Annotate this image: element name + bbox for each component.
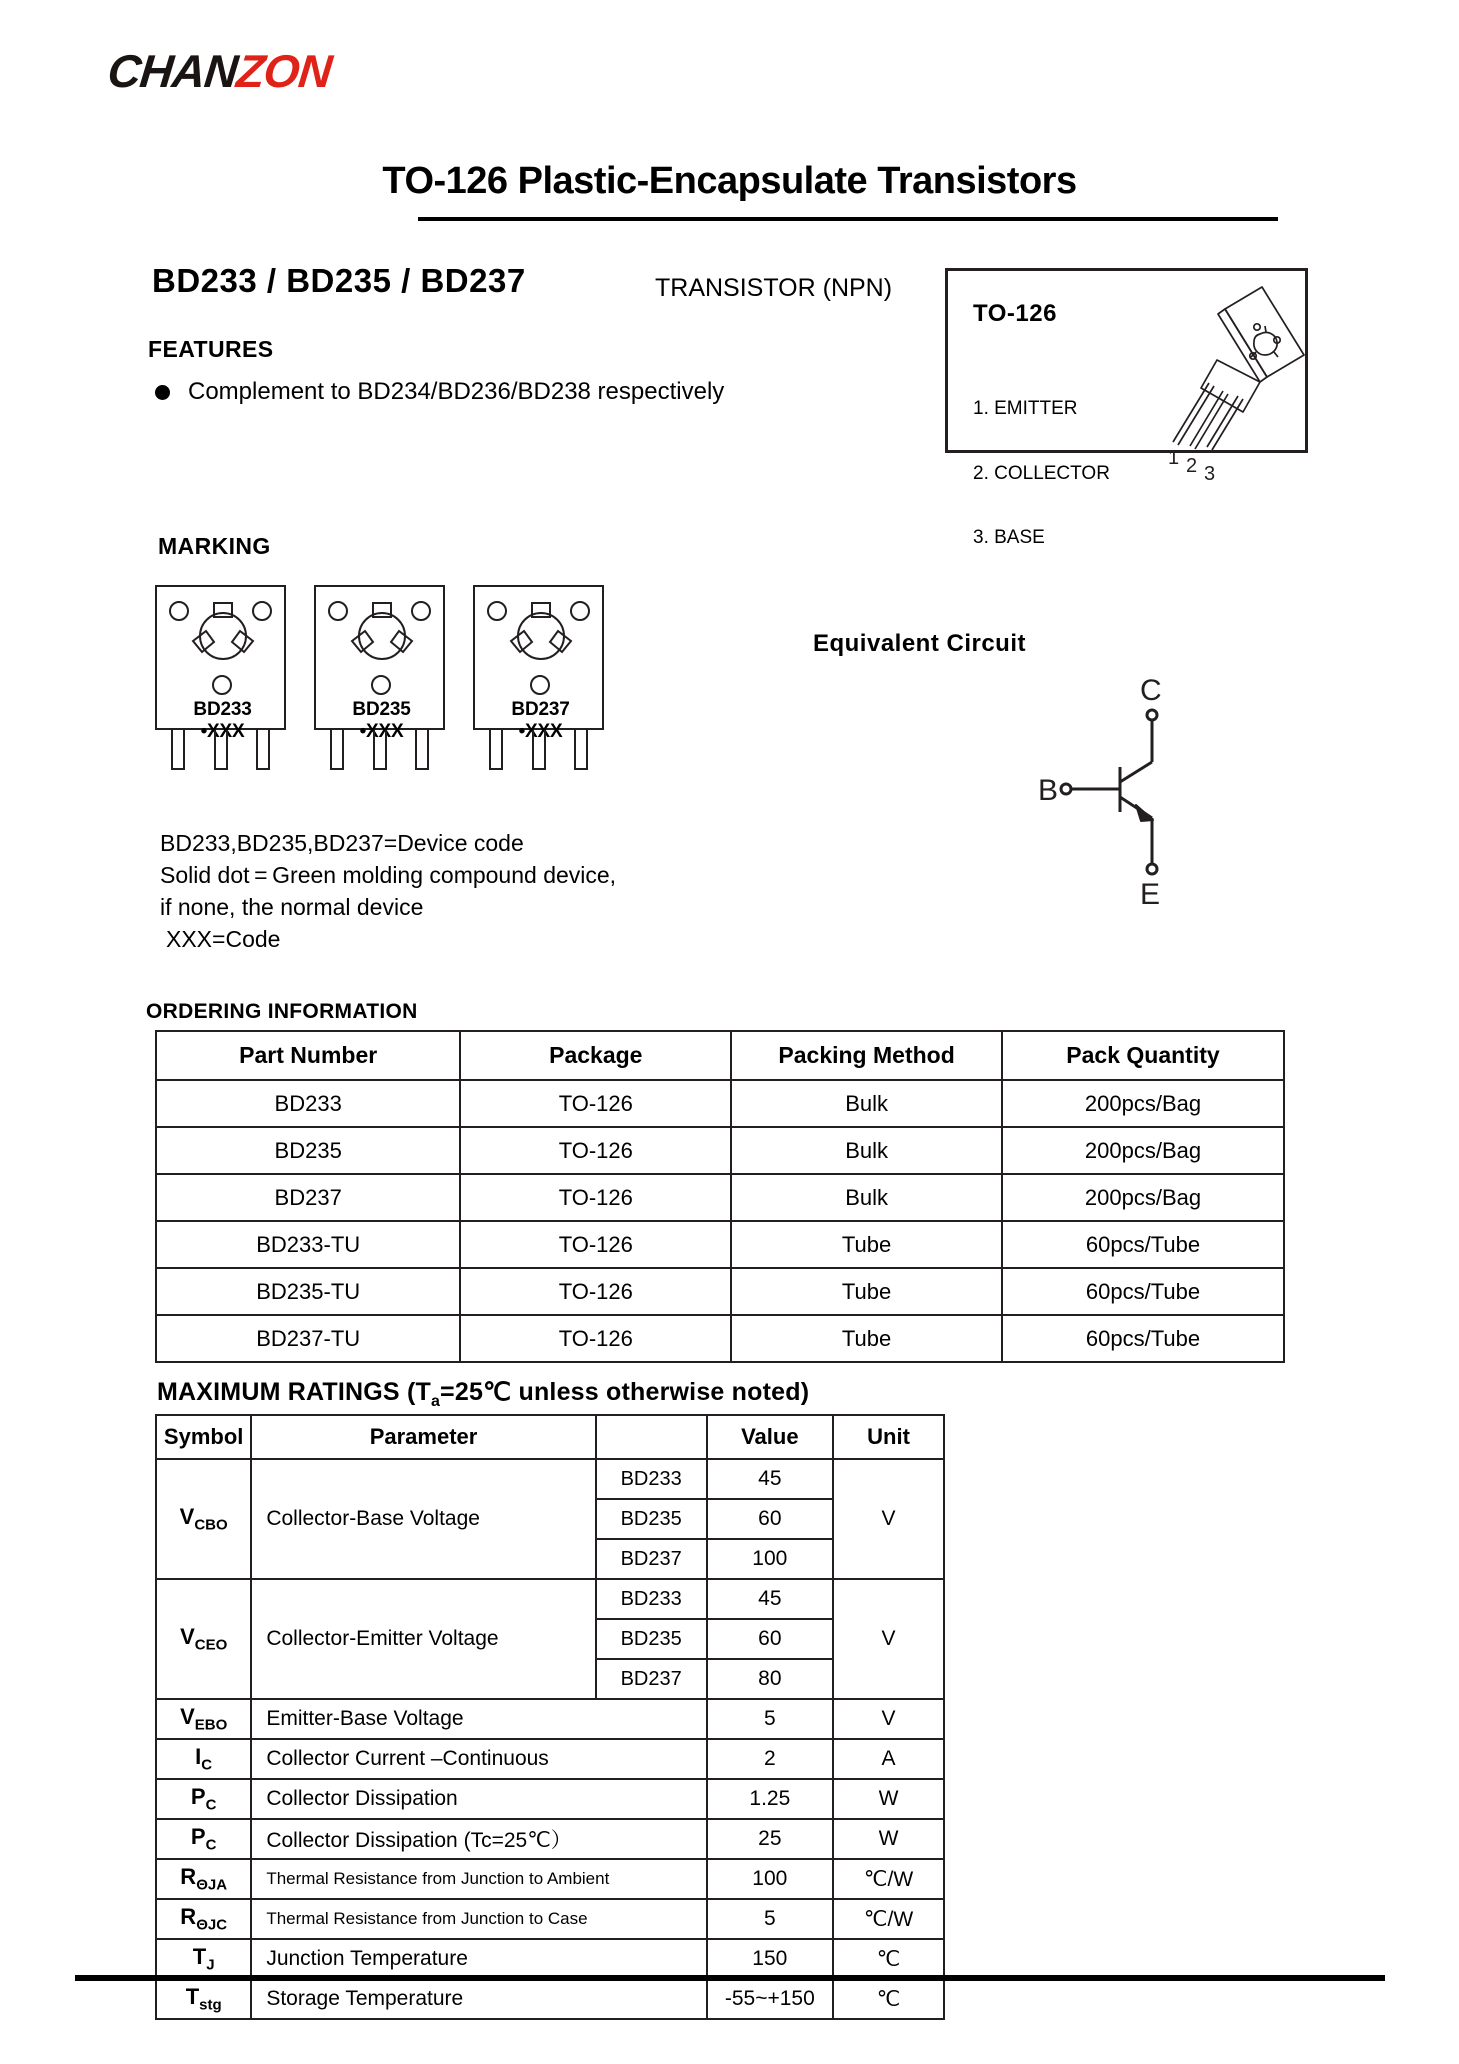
cell-pack-quantity: 60pcs/Tube — [1002, 1268, 1284, 1315]
part-type-label: TRANSISTOR (NPN) — [655, 274, 893, 302]
lead-pin — [373, 730, 387, 770]
cell-part-number: BD233 — [156, 1080, 460, 1127]
lead-pin — [532, 730, 546, 770]
table-row — [156, 1899, 944, 1939]
cell-parameter: Collector Current –Continuous — [251, 1739, 706, 1779]
column-header-pack-quantity: Pack Quantity — [1002, 1031, 1284, 1080]
terminal-label-emitter: E — [1140, 878, 1161, 911]
cell-part-number: BD237-TU — [156, 1315, 460, 1362]
cell-parameter: Thermal Resistance from Junction to Case — [251, 1899, 706, 1939]
table-row — [156, 1315, 1284, 1362]
pin-label-base: 3. BASE — [973, 527, 1045, 548]
cell-parameter: Collector Dissipation (Tc=25℃） — [251, 1819, 706, 1859]
features-heading: FEATURES — [148, 336, 274, 362]
cell-value: 60 — [707, 1499, 833, 1539]
cell-symbol — [156, 1859, 251, 1899]
marking-part-label: BD233 — [193, 699, 252, 720]
marking-code-label: •XXX — [359, 721, 404, 742]
cell-value: 80 — [707, 1659, 833, 1699]
marking-part-label: BD235 — [352, 699, 411, 720]
symbol-text: I — [195, 1744, 202, 1770]
cell-unit: V — [833, 1579, 944, 1699]
cell-value: 100 — [707, 1539, 833, 1579]
cell-unit: ℃ — [833, 1979, 944, 2019]
symbol-text: P — [190, 1824, 206, 1850]
column-header-unit: Unit — [833, 1415, 944, 1459]
lead-pin — [214, 730, 228, 770]
lead-number-1: 1 — [1168, 447, 1180, 469]
cell-unit: V — [833, 1699, 944, 1739]
cell-value: 45 — [707, 1579, 833, 1619]
marking-code-label: •XXX — [200, 721, 245, 742]
page-title: TO-126 Plastic-Encapsulate Transistors — [382, 160, 1077, 202]
table-row — [156, 1819, 944, 1859]
cell-parameter: Collector-Emitter Voltage — [251, 1579, 595, 1699]
ordering-information-table — [155, 1030, 1285, 1363]
cell-unit: A — [833, 1739, 944, 1779]
cell-parameter: Thermal Resistance from Junction to Ambient — [251, 1859, 706, 1899]
package-box-title: TO-126 — [973, 300, 1057, 327]
table-row — [156, 1127, 1284, 1174]
table-row — [156, 1579, 944, 1619]
cell-value: 25 — [707, 1819, 833, 1859]
symbol-text: R — [180, 1904, 197, 1930]
lead-pin — [256, 730, 270, 770]
lead-pin — [489, 730, 503, 770]
pin-label-emitter: 1. EMITTER — [973, 398, 1078, 419]
lead-pin — [415, 730, 429, 770]
lead-pin — [574, 730, 588, 770]
cell-symbol — [156, 1779, 251, 1819]
symbol-text: T — [192, 1944, 207, 1970]
cell-value: 5 — [707, 1899, 833, 1939]
cell-pack-quantity: 60pcs/Tube — [1002, 1221, 1284, 1268]
cell-value: -55~+150 — [707, 1979, 833, 2019]
symbol-subscript: ΘJC — [196, 1916, 228, 1934]
cell-package: TO-126 — [460, 1315, 731, 1362]
package-legs — [473, 730, 604, 770]
symbol-subscript: C — [201, 1756, 213, 1774]
logo-text-red: ZON — [234, 45, 334, 97]
cell-packing-method: Tube — [731, 1221, 1002, 1268]
equivalent-circuit-title: Equivalent Circuit — [812, 630, 1027, 657]
marking-package-bd233 — [155, 585, 288, 770]
column-header-package: Package — [460, 1031, 731, 1080]
maximum-ratings-heading — [157, 1377, 809, 1411]
cell-part-number: BD233-TU — [156, 1221, 460, 1268]
table-row — [156, 1221, 1284, 1268]
table-row — [156, 1699, 944, 1739]
column-header-packing-method: Packing Method — [731, 1031, 1002, 1080]
table-row — [156, 1779, 944, 1819]
pin-label-collector: 2. COLLECTOR — [973, 463, 1110, 484]
cell-pack-quantity: 200pcs/Bag — [1002, 1080, 1284, 1127]
symbol-subscript: ΘJA — [196, 1876, 228, 1894]
heading-subscript: a — [430, 1393, 441, 1410]
marking-package-bd235 — [314, 585, 447, 770]
cell-symbol — [156, 1979, 251, 2019]
cell-parameter: Junction Temperature — [251, 1939, 706, 1979]
cell-value: 5 — [707, 1699, 833, 1739]
symbol-subscript: J — [206, 1956, 215, 1974]
center-hole-icon — [212, 675, 232, 695]
symbol-text: V — [179, 1504, 195, 1530]
features-list — [155, 378, 724, 406]
cell-device: BD235 — [596, 1619, 707, 1659]
marking-note-line: BD233,BD235,BD237=Device code — [160, 830, 524, 856]
cell-pack-quantity: 200pcs/Bag — [1002, 1174, 1284, 1221]
cell-unit: ℃/W — [833, 1859, 944, 1899]
symbol-text: R — [180, 1864, 197, 1890]
symbol-subscript: C — [205, 1836, 217, 1854]
lead-number-2: 2 — [1186, 455, 1198, 477]
company-logo — [105, 45, 334, 97]
cell-package: TO-126 — [460, 1268, 731, 1315]
cell-parameter: Emitter-Base Voltage — [251, 1699, 706, 1739]
marking-packages-row — [155, 585, 606, 770]
lead-pin — [171, 730, 185, 770]
symbol-subscript: CEO — [194, 1636, 228, 1654]
marking-notes — [160, 827, 616, 955]
cell-value: 60 — [707, 1619, 833, 1659]
cell-symbol — [156, 1739, 251, 1779]
title-underline-rule — [418, 217, 1278, 221]
cell-device: BD233 — [596, 1579, 707, 1619]
to126-package-drawing — [1110, 282, 1310, 485]
symbol-text: V — [180, 1624, 195, 1650]
cell-symbol — [156, 1459, 251, 1579]
terminal-label-collector: C — [1140, 674, 1162, 707]
footer-rule — [75, 1975, 1385, 1981]
cell-packing-method: Tube — [731, 1315, 1002, 1362]
cell-value: 1.25 — [707, 1779, 833, 1819]
table-row — [156, 1859, 944, 1899]
cell-unit: W — [833, 1819, 944, 1859]
cell-symbol — [156, 1819, 251, 1859]
cell-package: TO-126 — [460, 1080, 731, 1127]
table-row — [156, 1459, 944, 1499]
cell-part-number: BD235-TU — [156, 1268, 460, 1315]
cell-parameter: Collector Dissipation — [251, 1779, 706, 1819]
column-header-value: Value — [707, 1415, 833, 1459]
heading-part-post: =25℃ unless otherwise noted) — [440, 1378, 810, 1406]
symbol-text: P — [190, 1784, 206, 1810]
table-header-row — [156, 1031, 1284, 1080]
cell-value: 150 — [707, 1939, 833, 1979]
terminal-label-base: B — [1038, 774, 1059, 807]
part-numbers-heading: BD233 / BD235 / BD237 — [152, 262, 526, 299]
cell-value: 45 — [707, 1459, 833, 1499]
symbol-subscript: C — [205, 1796, 217, 1814]
symbol-text: T — [185, 1984, 200, 2010]
cell-pack-quantity: 200pcs/Bag — [1002, 1127, 1284, 1174]
logo-text-dark: CHAN — [105, 45, 240, 97]
marking-part-label: BD237 — [511, 699, 570, 720]
marking-note-line: Solid dot = Green molding compound device, — [160, 862, 617, 888]
cell-package: TO-126 — [460, 1221, 731, 1268]
cell-symbol — [156, 1699, 251, 1739]
cell-device: BD233 — [596, 1459, 707, 1499]
equivalent-circuit-diagram — [1000, 672, 1220, 911]
ordering-information-heading: ORDERING INFORMATION — [146, 1000, 418, 1023]
symbol-subscript: CBO — [194, 1516, 228, 1534]
cell-unit: ℃/W — [833, 1899, 944, 1939]
symbol-text: V — [180, 1704, 195, 1730]
cell-packing-method: Bulk — [731, 1080, 1002, 1127]
column-header-symbol: Symbol — [156, 1415, 251, 1459]
maximum-ratings-table — [155, 1414, 945, 2020]
cell-device: BD235 — [596, 1499, 707, 1539]
lead-pin — [330, 730, 344, 770]
table-header-row — [156, 1415, 944, 1459]
marking-code-label: •XXX — [518, 721, 563, 742]
marking-package-bd237 — [473, 585, 606, 770]
table-row — [156, 1174, 1284, 1221]
cell-packing-method: Tube — [731, 1268, 1002, 1315]
table-row — [156, 1268, 1284, 1315]
cell-device: BD237 — [596, 1539, 707, 1579]
table-row — [156, 1979, 944, 2019]
cell-unit: W — [833, 1779, 944, 1819]
cell-part-number: BD235 — [156, 1127, 460, 1174]
marking-heading: MARKING — [158, 533, 271, 559]
cell-value: 2 — [707, 1739, 833, 1779]
symbol-subscript: stg — [199, 1996, 222, 2014]
cell-package: TO-126 — [460, 1127, 731, 1174]
symbol-subscript: EBO — [194, 1716, 228, 1734]
cell-symbol — [156, 1939, 251, 1979]
column-header-part-number: Part Number — [156, 1031, 460, 1080]
table-row — [156, 1939, 944, 1979]
heading-part-pre: MAXIMUM RATINGS (T — [157, 1378, 431, 1406]
cell-parameter: Collector-Base Voltage — [251, 1459, 595, 1579]
package-legs — [314, 730, 445, 770]
cell-unit: ℃ — [833, 1939, 944, 1979]
center-hole-icon — [530, 675, 550, 695]
cell-symbol — [156, 1899, 251, 1939]
table-row — [156, 1739, 944, 1779]
cell-symbol — [156, 1579, 251, 1699]
lead-number-3: 3 — [1204, 463, 1216, 485]
cell-value: 100 — [707, 1859, 833, 1899]
list-item — [155, 378, 724, 406]
marking-note-line: XXX=Code — [166, 926, 281, 952]
feature-text: Complement to BD234/BD236/BD238 respectively — [188, 378, 725, 405]
cell-unit: V — [833, 1459, 944, 1579]
cell-parameter: Storage Temperature — [251, 1979, 706, 2019]
center-hole-icon — [371, 675, 391, 695]
cell-part-number: BD237 — [156, 1174, 460, 1221]
marking-note-line: if none, the normal device — [160, 894, 424, 920]
package-legs — [155, 730, 286, 770]
cell-pack-quantity: 60pcs/Tube — [1002, 1315, 1284, 1362]
cell-packing-method: Bulk — [731, 1127, 1002, 1174]
column-header-device — [596, 1415, 707, 1459]
cell-packing-method: Bulk — [731, 1174, 1002, 1221]
cell-package: TO-126 — [460, 1174, 731, 1221]
bullet-icon — [155, 385, 170, 400]
column-header-parameter: Parameter — [251, 1415, 595, 1459]
cell-device: BD237 — [596, 1659, 707, 1699]
table-row — [156, 1080, 1284, 1127]
